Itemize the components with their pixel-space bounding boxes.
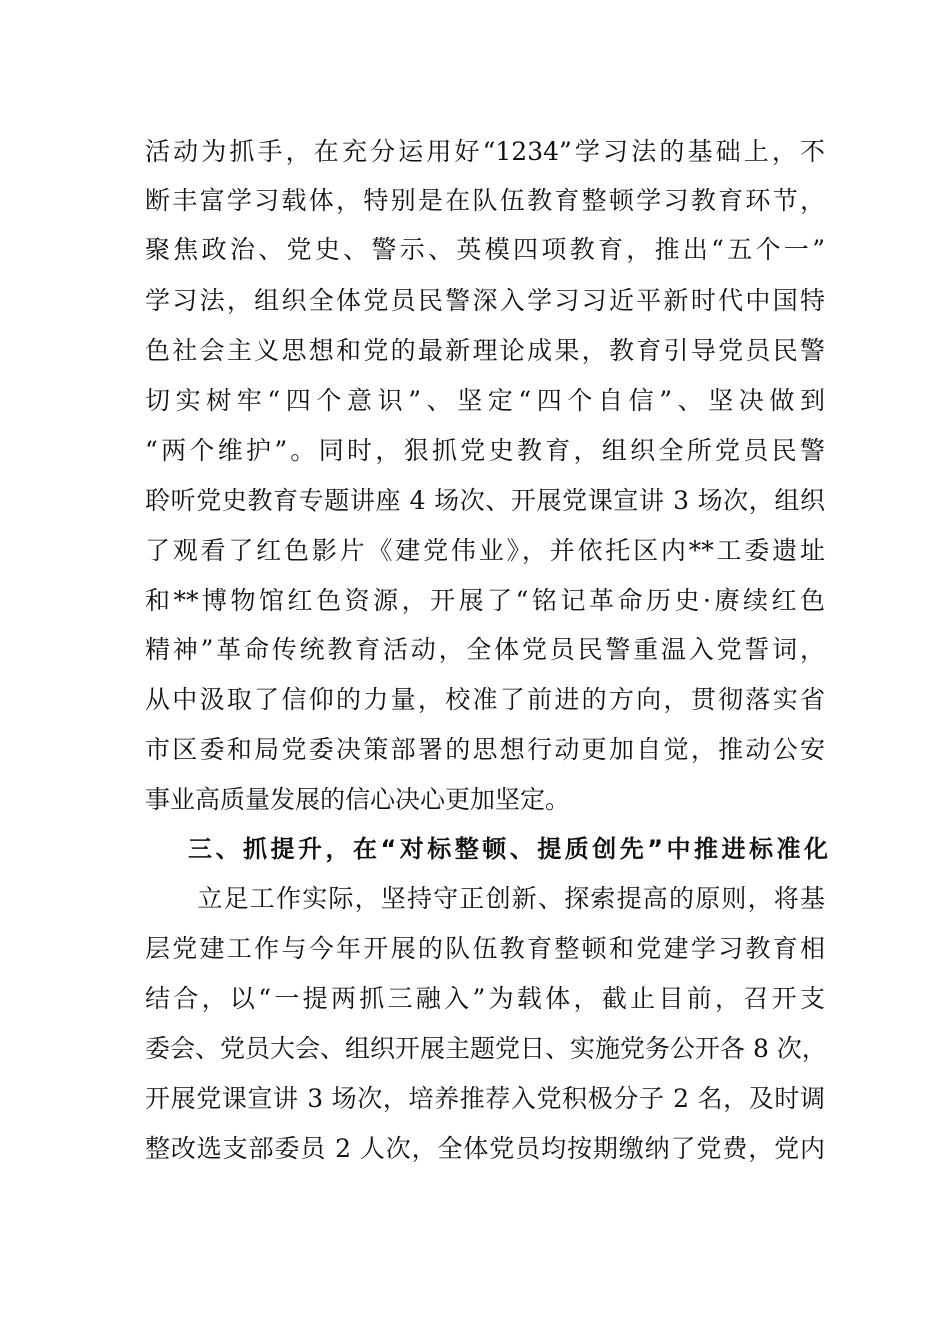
paragraph-line: 市区委和局党委决策部署的思想行动更加自觉，推动公安 xyxy=(145,735,825,764)
paragraph-line: 整改选支部委员 2 人次，全体党员均按期缴纳了党费，党内 xyxy=(145,1134,825,1163)
paragraph-line: 从中汲取了信仰的力量，校准了前进的方向，贯彻落实省 xyxy=(145,685,825,714)
paragraph-line: 聆听党史教育专题讲座 4 场次、开展党课宣讲 3 场次，组织 xyxy=(145,486,825,515)
paragraph-line: 了观看了红色影片《建党伟业》，并依托区内**工委遗址 xyxy=(145,536,825,565)
paragraph-line: 层党建工作与今年开展的队伍教育整顿和党建学习教育相 xyxy=(145,934,825,963)
paragraph-line: 事业高质量发展的信心决心更加坚定。 xyxy=(145,785,571,814)
paragraph-line: 结合，以“一提两抓三融入”为载体，截止目前，召开支 xyxy=(145,984,825,1013)
paragraph-line: 开展党课宣讲 3 场次，培养推荐入党积极分子 2 名，及时调 xyxy=(145,1084,825,1113)
paragraph-line: 委会、党员大会、组织开展主题党日、实施党务公开各 8 次， xyxy=(145,1034,827,1063)
paragraph-line: 活动为抓手，在充分运用好“1234”学习法的基础上，不 xyxy=(145,137,825,166)
paragraph-line: 聚焦政治、党史、警示、英模四项教育，推出“五个一” xyxy=(145,235,825,264)
paragraph-line: 学习法，组织全体党员民警深入学习习近平新时代中国特 xyxy=(145,286,825,315)
paragraph-line: 断丰富学习载体，特别是在队伍教育整顿学习教育环节， xyxy=(145,186,825,215)
paragraph-line: “两个维护”。同时，狠抓党史教育，组织全所党员民警 xyxy=(145,436,825,465)
section-heading: 三、抓提升，在“对标整顿、提质创先”中推进标准化 xyxy=(188,835,828,863)
paragraph-line: 立足工作实际，坚持守正创新、探索提高的原则，将基 xyxy=(145,884,825,913)
paragraph-line: 和**博物馆红色资源，开展了“铭记革命历史·赓续红色 xyxy=(145,586,825,615)
paragraph-line: 精神”革命传统教育活动，全体党员民警重温入党誓词， xyxy=(145,635,825,664)
paragraph-line: 色社会主义思想和党的最新理论成果，教育引导党员民警 xyxy=(145,336,825,365)
paragraph-line: 切实树牢“四个意识”、坚定“四个自信”、坚决做到 xyxy=(145,386,825,415)
